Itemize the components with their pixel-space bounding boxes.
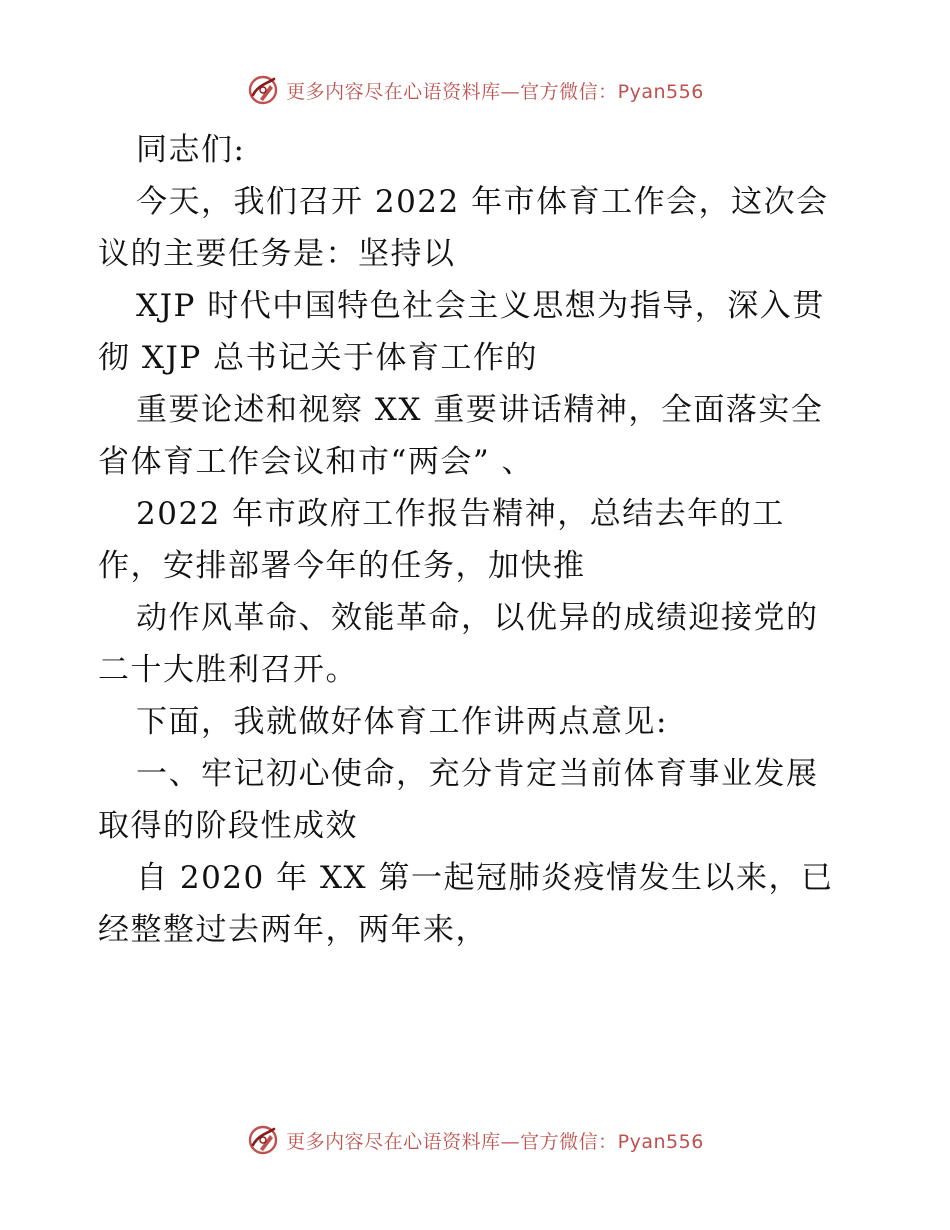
- body-line: XJP 时代中国特色社会主义思想为指导，深入贯: [136, 288, 825, 324]
- document-body: [98, 124, 858, 956]
- body-line: 取得的阶段性成效: [98, 808, 358, 844]
- body-line: 重要论述和视察 XX 重要讲话精神，全面落实全: [136, 392, 824, 428]
- body-line: 彻 XJP 总书记关于体育工作的: [98, 340, 539, 376]
- footer-banner-label: 更多内容尽在心语资料库—官方微信：: [286, 1130, 618, 1153]
- body-line: 今天，我们召开 2022 年市体育工作会，这次会: [136, 184, 829, 220]
- body-line: 省体育工作会议和市“两会” 、: [98, 444, 535, 480]
- pen-swirl-logo-icon: [246, 1123, 280, 1157]
- body-line: 作，安排部署今年的任务，加快推: [98, 548, 586, 584]
- body-line: 二十大胜利召开。: [98, 652, 358, 688]
- body-line: 议的主要任务是：坚持以: [98, 236, 456, 272]
- header-banner-label: 更多内容尽在心语资料库—官方微信：: [286, 80, 618, 103]
- body-line: 2022 年市政府工作报告精神，总结去年的工: [136, 496, 785, 532]
- header-banner-text: [286, 77, 704, 104]
- footer-banner: [0, 1120, 950, 1160]
- body-line: 自 2020 年 XX 第一起冠肺炎疫情发生以来，已: [136, 860, 834, 896]
- body-line: 同志们:: [136, 132, 246, 168]
- header-banner: [0, 70, 950, 110]
- body-line: 动作风革命、效能革命，以优异的成绩迎接党的: [136, 600, 819, 636]
- footer-wechat-id: Pyan556: [617, 1130, 704, 1153]
- body-line: 一、牢记初心使命，充分肯定当前体育事业发展: [136, 756, 819, 792]
- body-line: 经整整过去两年，两年来，: [98, 912, 488, 948]
- header-wechat-id: Pyan556: [617, 80, 704, 103]
- body-line: 下面，我就做好体育工作讲两点意见:: [136, 704, 668, 740]
- footer-banner-text: [286, 1127, 704, 1154]
- pen-swirl-logo-icon: [246, 73, 280, 107]
